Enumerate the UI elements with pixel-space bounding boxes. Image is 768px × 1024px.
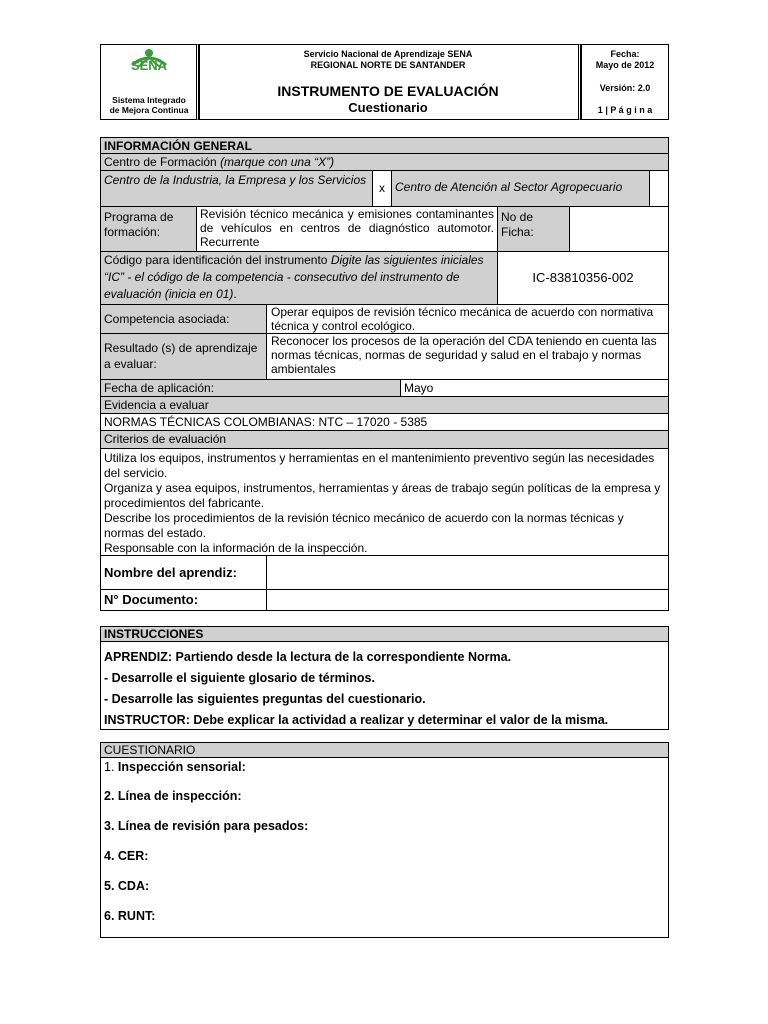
codigo-label-italic: Digite las siguientes iniciales “IC” - el código de la competencia - consecutivo del instrumento de evaluación (inicia en 01) bbox=[104, 253, 484, 301]
programa-row bbox=[100, 207, 669, 252]
evidencia-value: NORMAS TÉCNICAS COLOMBIANAS: NTC – 17020 - 5385 bbox=[100, 414, 669, 431]
codigo-label bbox=[101, 252, 498, 304]
competencia-row bbox=[100, 305, 669, 334]
general-heading: INFORMACIÓN GENERAL bbox=[100, 137, 669, 154]
document-header bbox=[100, 44, 669, 120]
doc-subtitle: Cuestionario bbox=[348, 100, 428, 115]
centro-label: Centro de Formación bbox=[104, 155, 217, 169]
codigo-row bbox=[100, 252, 669, 305]
logo-caption-line1: Sistema Integrado bbox=[112, 95, 186, 105]
evidencia-label: Evidencia a evaluar bbox=[100, 397, 669, 414]
question-item: 4. CER: bbox=[104, 849, 149, 863]
centro-options-row bbox=[100, 171, 669, 207]
fecha-label: Fecha: bbox=[610, 49, 640, 59]
question-item: 2. Línea de inspección: bbox=[104, 789, 242, 803]
programa-label: Programa de formación: bbox=[101, 207, 197, 251]
fecha-aplicacion-label: Fecha de aplicación: bbox=[101, 380, 401, 396]
criterio-item: Describe los procedimientos de la revisión técnico mecánico de acuerdo con la normas técnicas y normas del estado. bbox=[104, 511, 624, 540]
instruction-line: - Desarrolle las siguientes preguntas del cuestionario. bbox=[104, 692, 426, 706]
resultado-row bbox=[100, 334, 669, 380]
resultado-value: Reconocer los procesos de la operación del CDA teniendo en cuenta las normas técnicas, normas de seguridad y salud en el trabajo y normas ambientales bbox=[271, 334, 657, 376]
criterios-list bbox=[100, 449, 669, 556]
version: Versión: 2.0 bbox=[599, 83, 651, 93]
instructions-heading: INSTRUCCIONES bbox=[100, 626, 669, 642]
questionnaire-section bbox=[100, 742, 669, 938]
codigo-value: IC-83810356-002 bbox=[532, 270, 634, 285]
documento-label: N° Documento: bbox=[101, 590, 267, 610]
criterio-item: Organiza y asea equipos, instrumentos, herramientas y áreas de trabajo según políticas de la empresa y procedimientos del fabricante. bbox=[104, 481, 661, 510]
question-item: 3. Línea de revisión para pesados: bbox=[104, 819, 309, 833]
general-info-section bbox=[100, 137, 669, 611]
codigo-label-end: . bbox=[233, 287, 237, 301]
nombre-row bbox=[100, 556, 669, 590]
instructions-section bbox=[100, 626, 669, 730]
competencia-label: Competencia asociada: bbox=[101, 305, 267, 333]
resultado-label: Resultado (s) de aprendizaje a evaluar: bbox=[101, 334, 267, 379]
instruction-line: APRENDIZ: Partiendo desde la lectura de la correspondiente Norma. bbox=[104, 650, 512, 664]
centro-mark[interactable]: x bbox=[373, 171, 392, 206]
fecha-aplicacion-value: Mayo bbox=[404, 381, 434, 395]
centro-row bbox=[100, 154, 669, 171]
questionnaire-body bbox=[100, 758, 669, 938]
question-item bbox=[104, 759, 665, 789]
competencia-value: Operar equipos de revisión técnico mecánica de acuerdo con normativa técnica y control ecológico. bbox=[271, 305, 654, 333]
page-number: 1 | P á g i n a bbox=[597, 105, 653, 115]
ficha-value[interactable] bbox=[570, 207, 668, 251]
org-line1: Servicio Nacional de Aprendizaje SENA bbox=[303, 49, 473, 59]
question-number: 1. bbox=[104, 760, 118, 774]
doc-title: INSTRUMENTO DE EVALUACIÓN bbox=[277, 83, 499, 99]
instructions-body bbox=[100, 642, 669, 730]
codigo-label-plain: Código para identificación del instrumento bbox=[104, 253, 331, 267]
criterio-item: Utiliza los equipos, instrumentos y herramientas en el mantenimiento preventivo según las necesidades del servicio. bbox=[104, 451, 655, 480]
centro-option2-mark[interactable] bbox=[650, 171, 668, 206]
page-label: P á g i n a bbox=[610, 105, 653, 115]
logo-text: SENA bbox=[130, 58, 168, 73]
centro-hint: (marque con una “X”) bbox=[220, 155, 335, 169]
ficha-label: No de Ficha: bbox=[498, 207, 570, 251]
centro-option-agropecuario[interactable]: Centro de Atención al Sector Agropecuario bbox=[392, 171, 650, 206]
fecha-value: Mayo de 2012 bbox=[595, 60, 655, 70]
nombre-label: Nombre del aprendiz: bbox=[101, 556, 267, 589]
criterios-label: Criterios de evaluación bbox=[100, 431, 669, 449]
question-text: Inspección sensorial: bbox=[117, 760, 246, 774]
criterio-item: Responsable con la información de la inspección. bbox=[104, 541, 368, 555]
instruction-line: - Desarrolle el siguiente glosario de términos. bbox=[104, 671, 375, 685]
logo-cell bbox=[100, 44, 199, 120]
page-num: 1 bbox=[597, 105, 603, 115]
org-line2: REGIONAL NORTE DE SANTANDER bbox=[310, 60, 466, 70]
title-cell bbox=[199, 44, 581, 120]
nombre-field[interactable] bbox=[267, 556, 668, 589]
meta-cell bbox=[581, 44, 669, 120]
question-item: 6. RUNT: bbox=[104, 909, 156, 923]
centro-option-industria[interactable]: Centro de la Industria, la Empresa y los Servicios bbox=[101, 171, 373, 206]
fecha-aplicacion-row bbox=[100, 380, 669, 397]
documento-row bbox=[100, 590, 669, 611]
instruction-line: INSTRUCTOR: Debe explicar la actividad a realizar y determinar el valor de la misma. bbox=[104, 713, 609, 727]
programa-value: Revisión técnico mecánica y emisiones contaminantes de vehículos en centros de diagnóstico automotor. Recurrente bbox=[197, 207, 498, 251]
logo-caption-line2: de Mejora Continua bbox=[109, 105, 189, 115]
questionnaire-heading: CUESTIONARIO bbox=[100, 742, 669, 758]
question-item: 5. CDA: bbox=[104, 879, 150, 893]
documento-field[interactable] bbox=[267, 590, 668, 610]
